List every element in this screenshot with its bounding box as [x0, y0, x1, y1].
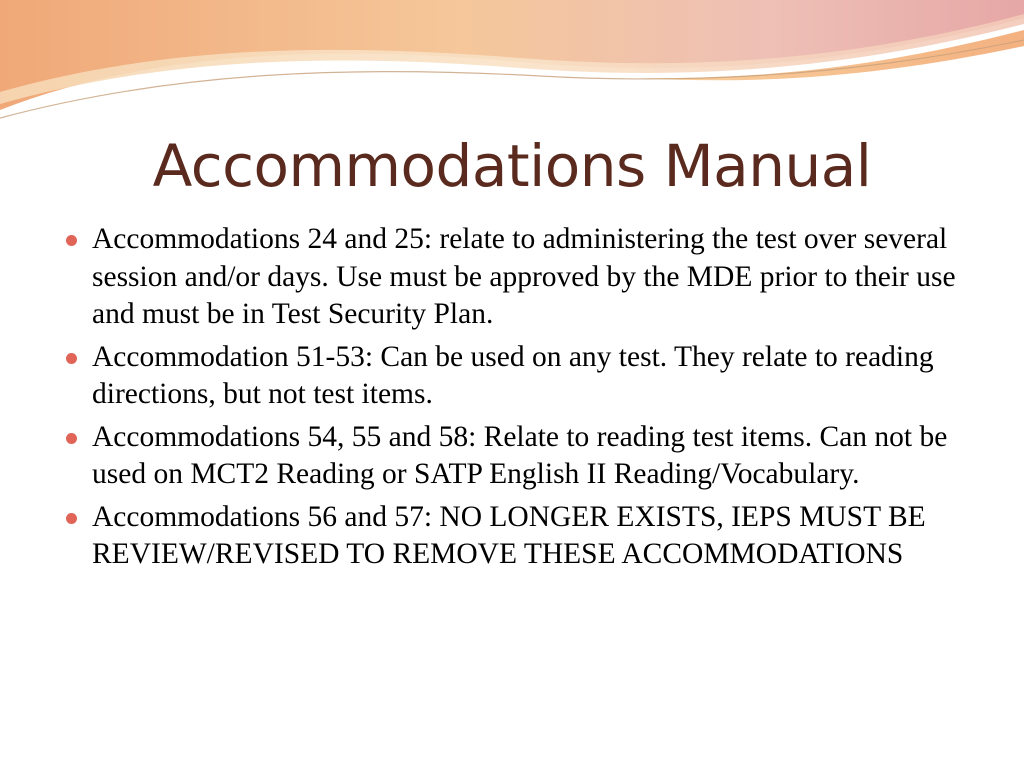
bullet-dot-icon — [66, 433, 77, 444]
bullet-text: Accommodations 56 and 57: NO LONGER EXISTS, IEPS MUST BE REVIEW/REVISED TO REMOVE THESE ACCOMMODATIONS — [92, 500, 926, 570]
bullet-item — [62, 339, 972, 414]
bullet-text: Accommodations 24 and 25: relate to administering the test over several session and/or days. Use must be approved by the MDE prior to their use and must be in Test Security Plan. — [92, 223, 956, 330]
bullet-item — [62, 221, 972, 334]
slide-title: Accommodations Manual — [152, 132, 872, 200]
bullet-text: Accommodations 54, 55 and 58: Relate to reading test items. Can not be used on MCT2 Reading or SATP English II Reading/Vocabulary. — [92, 420, 948, 490]
bullet-dot-icon — [66, 235, 77, 246]
bullet-list — [62, 221, 972, 579]
bullet-item — [62, 419, 972, 494]
bullet-dot-icon — [66, 353, 77, 364]
bullet-text: Accommodation 51-53: Can be used on any test. They relate to reading directions, but not test items. — [92, 340, 934, 410]
bullet-item — [62, 499, 972, 574]
decorative-swoosh-banner — [0, 0, 1024, 130]
bullet-dot-icon — [66, 513, 77, 524]
